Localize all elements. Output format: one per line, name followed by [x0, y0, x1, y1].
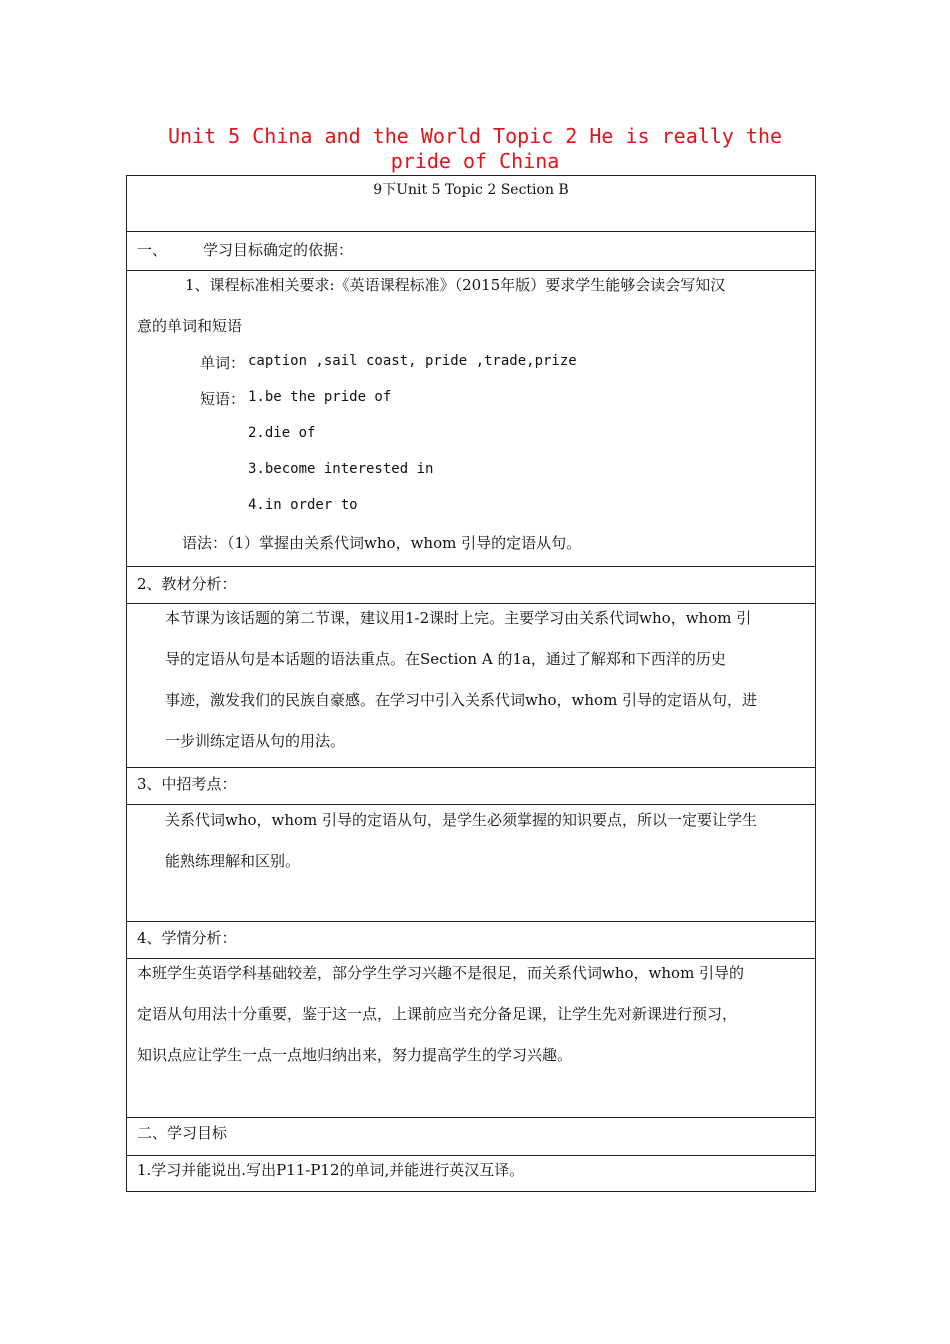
section3-content-row	[127, 804, 815, 921]
section1-heading-number: 一、	[137, 241, 168, 259]
phrase-item: 2.die of	[248, 425, 316, 441]
learning-goal-line: 1.学习并能说出.写出P11-P12的单词,并能进行英汉互译。	[137, 1161, 525, 1179]
student-analysis-line: 定语从句用法十分重要，鉴于这一点，上课前应当充分备足课，让学生先对新课进行预习，	[137, 1005, 738, 1023]
section5-heading-row	[127, 1117, 815, 1155]
section4-heading-row	[127, 921, 815, 958]
section4-content-row	[127, 958, 815, 1117]
section1-heading-row	[127, 231, 815, 270]
section1-heading: 学习目标确定的依据：	[203, 241, 354, 259]
section2-content-row	[127, 603, 815, 767]
section4-heading: 4、学情分析：	[137, 929, 237, 947]
analysis-line: 本节课为该话题的第二节课，建议用1-2课时上完。主要学习由关系代词who，whom 引	[165, 609, 752, 627]
phrases-label: 短语：	[200, 390, 246, 408]
exam-point-line: 能熟练理解和区别。	[165, 852, 301, 870]
section2-heading-row	[127, 566, 815, 603]
section2-heading: 2、教材分析：	[137, 575, 237, 593]
student-analysis-line: 知识点应让学生一点一点地归纳出来，努力提高学生的学习兴趣。	[137, 1046, 573, 1064]
requirement-line-1: 1、课程标准相关要求:《英语课程标准》（2015年版）要求学生能够会读会写知汉	[185, 276, 726, 294]
learning-goals-heading: 二、学习目标	[137, 1124, 228, 1142]
analysis-line: 导的定语从句是本话题的语法重点。在Section A 的1a，通过了解郑和下西洋的历史	[165, 650, 726, 668]
words-list: caption ,sail coast, pride ,trade,prize	[248, 353, 577, 369]
phrase-item: 3.become interested in	[248, 461, 434, 477]
exam-point-line: 关系代词who，whom 引导的定语从句，是学生必须掌握的知识要点，所以一定要让学生	[165, 811, 758, 829]
analysis-line: 一步训练定语从句的用法。	[165, 732, 346, 750]
analysis-line: 事迹，激发我们的民族自豪感。在学习中引入关系代词who，whom 引导的定语从句，进	[165, 691, 758, 709]
section1-content-row	[127, 270, 815, 566]
lesson-plan-table	[126, 175, 816, 1192]
grammar-line: 语法：（1）掌握由关系代词who，whom 引导的定语从句。	[182, 534, 582, 552]
section3-heading-row	[127, 767, 815, 804]
phrase-item: 4.in order to	[248, 497, 358, 513]
words-label: 单词：	[200, 354, 246, 372]
requirement-line-2: 意的单词和短语	[137, 317, 243, 335]
section-header: 9下Unit 5 Topic 2 Section B	[373, 182, 569, 198]
section3-heading: 3、中招考点：	[137, 775, 237, 793]
phrase-item: 1.be the pride of	[248, 389, 392, 405]
student-analysis-line: 本班学生英语学科基础较差，部分学生学习兴趣不是很足，而关系代词who，whom 引导的	[137, 964, 745, 982]
section5-content-row	[127, 1155, 815, 1191]
document-title: Unit 5 China and the World Topic 2 He is really the pride of China	[167, 124, 783, 173]
table-header-row	[127, 176, 815, 231]
